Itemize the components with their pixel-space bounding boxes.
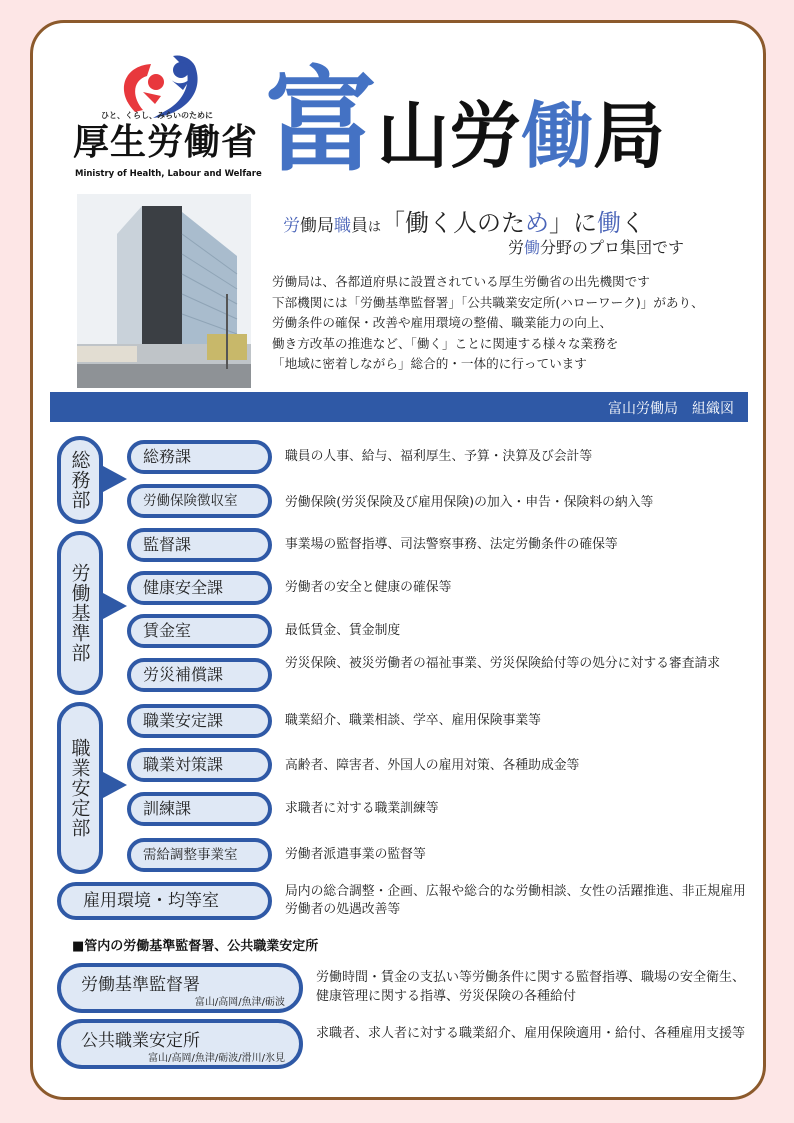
slogan-text: く xyxy=(621,209,646,237)
section-description: 事業場の監督指導、司法警察事務、法定労働条件の確保等 xyxy=(285,537,618,552)
section-description: 労働者派遣事業の監督等 xyxy=(285,847,426,862)
arrow-right-icon xyxy=(103,593,127,619)
section-wages: 賃金室 xyxy=(127,614,272,648)
office-labor-standards-inspection xyxy=(57,963,303,1013)
section-training: 訓練課 xyxy=(127,792,272,826)
section-health-safety: 健康安全課 xyxy=(127,571,272,605)
mhlw-logo xyxy=(73,52,263,187)
slogan-text: 働局 xyxy=(300,216,334,236)
title-char-2: 山 xyxy=(377,94,450,178)
title-char-1: 富 xyxy=(265,57,377,187)
section-general-affairs: 総務課 xyxy=(127,440,272,474)
slogan-text: 分野のプロ集団です xyxy=(540,238,685,257)
org-chart-header: 富山労働局 組織図 xyxy=(50,392,748,422)
building-photo xyxy=(77,194,251,388)
intro-line: 働き方改革の推進など、「働く」ことに関連する様々な業務を xyxy=(272,335,619,351)
section-description: 局内の総合調整・企画、広報や総合的な労働相談、女性の活躍推進、非正規雇用労働者の処遇改善等 xyxy=(285,884,746,917)
slogan-text: 「働く人のた xyxy=(381,209,526,237)
title-char-3: 労 xyxy=(449,94,522,178)
section-description: 最低賃金、賃金制度 xyxy=(285,623,401,638)
logo-name: 厚生労働省 xyxy=(73,122,259,163)
dept-employment-security: 職業安定部 xyxy=(57,702,103,874)
section-description: 労働者の安全と健康の確保等 xyxy=(285,580,452,595)
section-employment-environment-equality: 雇用環境・均等室 xyxy=(57,882,272,920)
slogan-line-1 xyxy=(283,203,645,238)
slogan-text: 働 xyxy=(524,238,541,257)
slogan-text: 労 xyxy=(283,216,300,236)
slogan-text: 員 xyxy=(351,216,368,236)
intro-line: 労働条件の確保・改善や雇用環境の整備、職業能力の向上、 xyxy=(272,315,613,330)
section-description: 高齢者、障害者、外国人の雇用対策、各種助成金等 xyxy=(285,758,580,773)
section-labor-insurance-collection: 労働保険徴収室 xyxy=(127,484,272,518)
intro-line: 下部機関には「労働基準監督署」「公共職業安定所(ハローワーク)」があり、 xyxy=(272,294,704,310)
page-title xyxy=(265,52,665,202)
office-description: 労働時間・賃金の支払い等労働条件に関する監督指導、職場の安全衛生、健康管理に関する指導、労災保険の各種給付 xyxy=(316,970,746,1004)
slogan-text: は xyxy=(368,220,382,235)
section-description: 労働保険(労災保険及び雇用保険)の加入・申告・保険料の納入等 xyxy=(285,495,654,510)
slogan-text: め xyxy=(525,209,550,237)
slogan-text: 職 xyxy=(334,216,351,236)
section-workers-compensation: 労災補償課 xyxy=(127,658,272,692)
office-name: 労働基準監督署 xyxy=(81,975,200,995)
section-description: 労災保険、被災労働者の福祉事業、労災保険給付等の処分に対する審査請求 xyxy=(285,656,721,671)
section-description: 求職者に対する職業訓練等 xyxy=(285,801,439,816)
office-locations: 富山/高岡/魚津/砺波/滑川/氷見 xyxy=(148,1053,285,1064)
section-description: 職業紹介、職業相談、学卒、雇用保険事業等 xyxy=(285,713,541,728)
office-name: 公共職業安定所 xyxy=(81,1031,200,1051)
office-public-employment-security xyxy=(57,1019,303,1069)
arrow-right-icon xyxy=(103,466,127,492)
title-char-4: 働 xyxy=(521,94,594,178)
logo-english-name: Ministry of Health, Labour and Welfare xyxy=(75,169,262,179)
section-employment-measures: 職業対策課 xyxy=(127,748,272,782)
office-description: 求職者、求人者に対する職業紹介、雇用保険適用・給付、各種雇用支援等 xyxy=(316,1026,746,1041)
section-supervision: 監督課 xyxy=(127,528,272,562)
building-image-icon xyxy=(77,194,251,388)
slogan-line-2 xyxy=(508,235,684,258)
dept-general-affairs: 総務部 xyxy=(57,436,103,524)
slogan-text: 労 xyxy=(508,238,525,257)
slogan-text: 」に xyxy=(549,209,598,237)
section-supply-demand-adjustment: 需給調整事業室 xyxy=(127,838,272,872)
intro-line: 「地域に密着しながら」総合的・一体的に行っています xyxy=(272,356,587,371)
logo-tagline: ひと、くらし、みらいのために xyxy=(101,111,213,120)
slogan-text: 働 xyxy=(597,209,622,237)
title-char-5: 局 xyxy=(593,94,666,178)
dept-labor-standards: 労働基準部 xyxy=(57,531,103,695)
office-locations: 富山/高岡/魚津/砺波 xyxy=(194,997,285,1008)
section-description: 職員の人事、給与、福利厚生、予算・決算及び会計等 xyxy=(285,449,593,464)
offices-heading: ■管内の労働基準監督署、公共職業安定所 xyxy=(72,939,319,954)
intro-line: 労働局は、各都道府県に設置されている厚生労働省の出先機関です xyxy=(272,274,650,289)
arrow-right-icon xyxy=(103,772,127,798)
section-employment-security: 職業安定課 xyxy=(127,704,272,738)
intro-text xyxy=(272,272,762,375)
